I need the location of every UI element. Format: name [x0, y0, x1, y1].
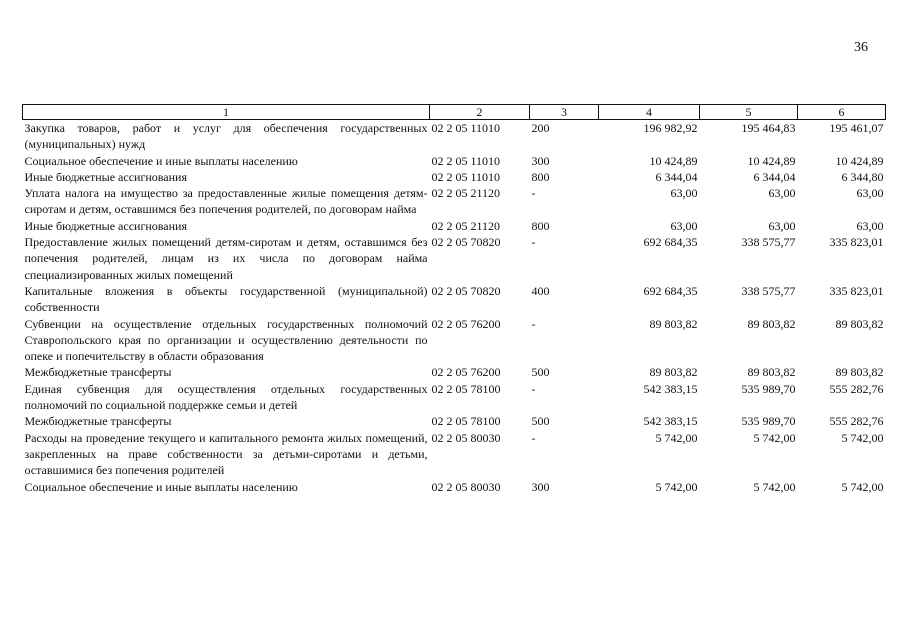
- amount-col6: 63,00: [856, 186, 884, 201]
- table-row: [23, 120, 886, 153]
- expense-type: -: [531, 235, 536, 250]
- amount-col5: 5 742,00: [753, 479, 796, 494]
- target-code: 02 2 05 80030: [431, 479, 501, 494]
- target-code: 02 2 05 80030: [431, 430, 501, 445]
- amount-col4: 63,00: [670, 218, 698, 233]
- amount-col4: 63,00: [670, 186, 698, 201]
- target-code: 02 2 05 78100: [431, 414, 501, 429]
- target-code: 02 2 05 11010: [431, 153, 501, 168]
- amount-col4: 89 803,82: [649, 365, 698, 380]
- expense-type: 500: [531, 365, 550, 380]
- amount-col4: 542 383,15: [643, 381, 698, 396]
- amount-col4: 10 424,89: [649, 153, 698, 168]
- amount-col5: 63,00: [768, 186, 796, 201]
- expense-name: Межбюджетные трансферты: [24, 365, 172, 380]
- header-row: [23, 105, 886, 120]
- expense-type: 300: [531, 153, 550, 168]
- target-code: 02 2 05 11010: [431, 121, 501, 135]
- expense-type: 800: [531, 218, 550, 233]
- expense-type: 400: [531, 283, 550, 298]
- table-row: [23, 413, 886, 429]
- expense-name: Закупка товаров, работ и услуг для обеспечения государственных (муниципальных) нужд: [24, 121, 428, 152]
- amount-col6: 5 742,00: [841, 430, 884, 445]
- expense-name: Иные бюджетные ассигнования: [24, 169, 187, 184]
- table-row: [23, 430, 886, 479]
- amount-col6: 335 823,01: [829, 283, 884, 298]
- column-header: 1: [23, 105, 430, 120]
- table-row: [23, 169, 886, 185]
- amount-col4: 196 982,92: [643, 121, 698, 135]
- amount-col6: 555 282,76: [829, 414, 884, 429]
- expense-type: -: [531, 381, 536, 396]
- expense-name: Расходы на проведение текущего и капитального ремонта жилых помещений, закрепленных на праве собственности за детьми-сиротами и детьми, оставшимися без попечения родителей: [24, 430, 428, 478]
- amount-col5: 5 742,00: [753, 430, 796, 445]
- amount-col5: 535 989,70: [741, 414, 796, 429]
- table-row: [23, 185, 886, 218]
- column-header: 3: [530, 105, 599, 120]
- amount-col5: 338 575,77: [741, 235, 796, 250]
- expense-name: Субвенции на осуществление отдельных государственных полномочий Ставропольского края по организации и осуществлению деятельности по опеке и попечительству в области образования: [24, 316, 428, 364]
- target-code: 02 2 05 76200: [431, 316, 501, 331]
- amount-col6: 89 803,82: [835, 365, 884, 380]
- amount-col6: 6 344,80: [841, 169, 884, 184]
- table-row: [23, 218, 886, 234]
- table-row: [23, 364, 886, 380]
- expense-type: 200: [531, 121, 550, 135]
- expense-type: -: [531, 430, 536, 445]
- amount-col6: 555 282,76: [829, 381, 884, 396]
- expense-name: Уплата налога на имущество за предоставленные жилые помещения детям-сиротам и детям, оставшимся без попечения родителей, по договорам найма: [24, 186, 428, 217]
- amount-col6: 89 803,82: [835, 316, 884, 331]
- amount-col5: 89 803,82: [747, 365, 796, 380]
- column-header: 4: [599, 105, 700, 120]
- column-header: 2: [430, 105, 530, 120]
- expense-name: Социальное обеспечение и иные выплаты населению: [24, 153, 298, 168]
- amount-col6: 10 424,89: [835, 153, 884, 168]
- target-code: 02 2 05 70820: [431, 235, 501, 250]
- target-code: 02 2 05 21120: [431, 218, 501, 233]
- table-row: [23, 479, 886, 495]
- page-number: 36: [854, 40, 868, 55]
- target-code: 02 2 05 70820: [431, 283, 501, 298]
- target-code: 02 2 05 21120: [431, 186, 501, 201]
- amount-col6: 195 461,07: [829, 121, 884, 135]
- amount-col5: 535 989,70: [741, 381, 796, 396]
- amount-col5: 63,00: [768, 218, 796, 233]
- amount-col4: 692 684,35: [643, 283, 698, 298]
- amount-col6: 5 742,00: [841, 479, 884, 494]
- expense-type: -: [531, 316, 536, 331]
- amount-col4: 5 742,00: [655, 430, 698, 445]
- amount-col6: 335 823,01: [829, 235, 884, 250]
- target-code: 02 2 05 11010: [431, 169, 501, 184]
- table-row: [23, 283, 886, 316]
- expense-type: 300: [531, 479, 550, 494]
- target-code: 02 2 05 76200: [431, 365, 501, 380]
- amount-col4: 89 803,82: [649, 316, 698, 331]
- amount-col4: 542 383,15: [643, 414, 698, 429]
- column-header: 6: [798, 105, 886, 120]
- expense-type: 800: [531, 169, 550, 184]
- expense-name: Социальное обеспечение и иные выплаты населению: [24, 479, 298, 494]
- column-header: 5: [700, 105, 798, 120]
- target-code: 02 2 05 78100: [431, 381, 501, 396]
- budget-table: [22, 104, 886, 495]
- expense-type: 500: [531, 414, 550, 429]
- expense-name: Капитальные вложения в объекты государственной (муниципальной) собственности: [24, 283, 428, 315]
- amount-col4: 5 742,00: [655, 479, 698, 494]
- expense-type: -: [531, 186, 536, 201]
- table-row: [23, 316, 886, 365]
- table-header: [23, 105, 886, 120]
- amount-col5: 338 575,77: [741, 283, 796, 298]
- expense-name: Единая субвенция для осуществления отдельных государственных полномочий по социальной поддержке семьи и детей: [24, 381, 428, 413]
- table-row: [23, 234, 886, 283]
- amount-col5: 89 803,82: [747, 316, 796, 331]
- table-row: [23, 153, 886, 169]
- amount-col5: 6 344,04: [753, 169, 796, 184]
- amount-col4: 692 684,35: [643, 235, 698, 250]
- table-body: [23, 120, 886, 495]
- table-row: [23, 381, 886, 414]
- expense-name: Предоставление жилых помещений детям-сиротам и детям, оставшимся без попечения родителей, лицам из их числа по договорам найма специализированных жилых помещений: [24, 235, 428, 282]
- expense-name: Иные бюджетные ассигнования: [24, 218, 187, 233]
- expense-name: Межбюджетные трансферты: [24, 414, 172, 429]
- amount-col6: 63,00: [856, 218, 884, 233]
- amount-col5: 195 464,83: [741, 121, 796, 135]
- amount-col5: 10 424,89: [747, 153, 796, 168]
- amount-col4: 6 344,04: [655, 169, 698, 184]
